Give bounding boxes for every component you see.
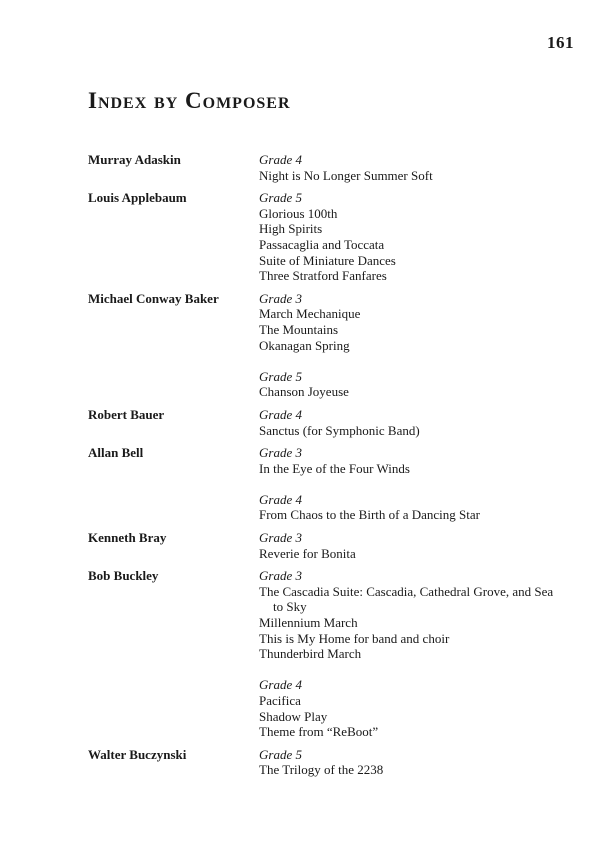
grade-block	[259, 291, 558, 353]
composer-name: Kenneth Bray	[88, 530, 167, 546]
composer-entry	[88, 407, 558, 438]
grade-label: Grade 3	[259, 290, 302, 306]
composer-works	[259, 152, 558, 183]
work-title: Pacifica	[259, 693, 301, 708]
work-title: In the Eye of the Four Winds	[259, 460, 410, 476]
work-title: Theme from “ReBoot”	[259, 724, 379, 740]
composer-index-list	[88, 152, 558, 785]
grade-block	[259, 190, 558, 284]
grade-label: Grade 5	[259, 746, 302, 762]
work-title: Chanson Joyeuse	[259, 384, 349, 400]
composer-works	[259, 530, 558, 561]
grade-block	[259, 568, 558, 662]
work-title: Sanctus (for Symphonic Band)	[259, 422, 420, 438]
grade-block	[259, 747, 558, 778]
grade-label: Grade 5	[259, 190, 302, 206]
grade-label: Grade 3	[259, 568, 302, 584]
grade-block	[259, 369, 558, 400]
composer-name: Michael Conway Baker	[88, 290, 219, 306]
work-title: High Spirits	[259, 221, 323, 237]
grade-block	[259, 407, 558, 438]
grade-block	[259, 530, 558, 561]
composer-entry	[88, 152, 558, 183]
work-title: Okanagan Spring	[259, 337, 350, 353]
work-title: Shadow Play	[259, 708, 328, 724]
composer-entry	[88, 568, 558, 740]
composer-works	[259, 190, 558, 284]
composer-entry	[88, 190, 558, 284]
composer-entry	[88, 445, 558, 523]
grade-label: Grade 3	[259, 530, 302, 546]
composer-works	[259, 747, 558, 778]
composer-entry	[88, 530, 558, 561]
work-title: Millennium March	[259, 615, 358, 631]
page-number: 161	[547, 33, 574, 52]
composer-name: Allan Bell	[88, 445, 144, 461]
grade-block	[259, 445, 558, 476]
composer-name: Robert Bauer	[88, 406, 165, 422]
work-title: From Chaos to the Birth of a Dancing Star	[259, 507, 480, 523]
work-title: The Trilogy of the 2238	[259, 762, 384, 778]
work-title: Three Stratford Fanfares	[259, 268, 387, 284]
work-title: March Mechanique	[259, 306, 361, 322]
grade-label: Grade 4	[259, 152, 302, 167]
work-title: The Cascadia Suite: Cascadia, Cathedral Grove, and Sea to Sky	[259, 583, 554, 615]
grade-label: Grade 3	[259, 445, 302, 461]
grade-block	[259, 492, 558, 523]
grade-label: Grade 5	[259, 368, 302, 384]
composer-name: Louis Applebaum	[88, 190, 187, 206]
composer-works	[259, 407, 558, 438]
grade-label: Grade 4	[259, 677, 302, 693]
grade-label: Grade 4	[259, 491, 302, 507]
composer-name: Bob Buckley	[88, 568, 159, 584]
composer-entry	[88, 747, 558, 778]
work-title: Night is No Longer Summer Soft	[259, 167, 433, 183]
composer-works	[259, 291, 558, 400]
grade-label: Grade 4	[259, 406, 302, 422]
composer-name: Murray Adaskin	[88, 152, 181, 167]
composer-works	[259, 568, 558, 740]
work-title: Reverie for Bonita	[259, 545, 356, 561]
work-title: Thunderbird March	[259, 646, 362, 662]
grade-block	[259, 152, 558, 183]
work-title: The Mountains	[259, 321, 339, 337]
composer-works	[259, 445, 558, 523]
work-title: This is My Home for band and choir	[259, 630, 450, 646]
work-title: Suite of Miniature Dances	[259, 252, 396, 268]
grade-block	[259, 677, 558, 739]
work-title: Glorious 100th	[259, 205, 338, 221]
work-title: Passacaglia and Toccata	[259, 236, 385, 252]
page-title: Index by Composer	[88, 88, 291, 113]
composer-name: Walter Buczynski	[88, 746, 187, 762]
composer-entry	[88, 291, 558, 400]
